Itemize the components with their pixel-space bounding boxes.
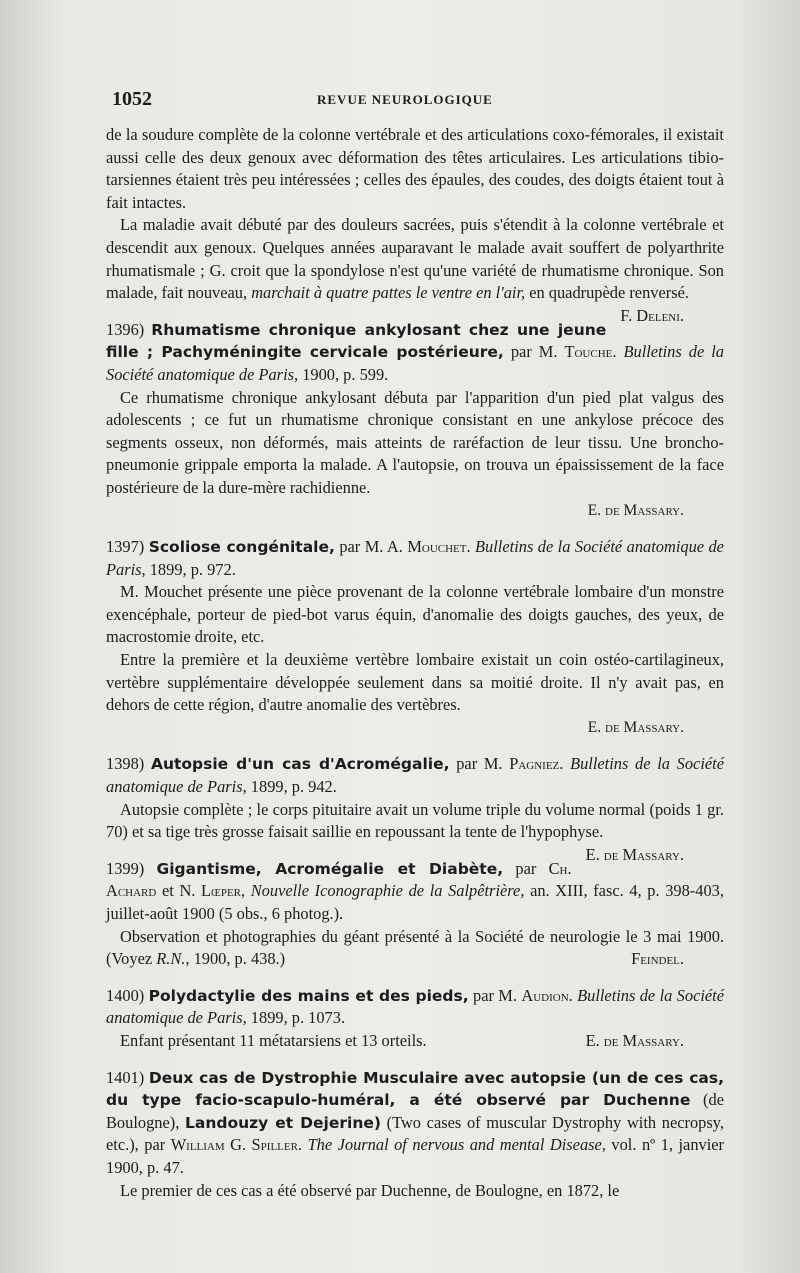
entry-heading xyxy=(106,1067,724,1180)
author-prefix: par xyxy=(515,858,537,878)
page-number: 1052 xyxy=(112,88,152,110)
entry-text-body: Observation et photographies du géant présenté à la Société de neurologie le 3 mai 1900. (Voyez xyxy=(106,926,724,969)
entry-number: 1396) xyxy=(106,319,145,339)
author: Pagniez. xyxy=(509,754,564,774)
author: Mouchet. xyxy=(407,537,471,557)
author-2: Lœper, xyxy=(201,881,246,901)
source-details: an. XIII, fasc. 4, p. 398-403, juillet-août 1900 (5 obs., 6 photog.). xyxy=(106,881,724,923)
entry-number: 1399) xyxy=(106,858,145,878)
signature: F. Deleni. xyxy=(620,305,684,325)
entry-heading xyxy=(106,985,724,1030)
intro-text: La maladie avait débuté par des douleurs sacrées, puis s'étendit à la colonne vertébrale et descendit aux genoux. Quelques années auparavant le malade avait souffert de polyarthrite rhumatismale ; G. croit que la spondylose n'est qu'une variété de rhumatisme chronique. Son malade, fait nouveau, xyxy=(106,215,724,303)
entry-text: Le premier de ces cas a été observé par Duchenne, de Boulogne, en 1872, le xyxy=(120,1180,620,1200)
entry-number: 1397) xyxy=(106,537,145,557)
entry-text-tail: , 1900, p. 438.) xyxy=(185,949,286,969)
source: Bulletins de la Société anatomique de Paris, xyxy=(106,754,724,797)
entry-title: Polydactylie des mains et des pieds, xyxy=(148,986,469,1005)
signature: E. de Massary. xyxy=(585,844,684,864)
entry-text-body: Enfant présentant 11 métatarsiens et 13 orteils. xyxy=(120,1030,427,1050)
page-body xyxy=(106,124,724,1202)
entry-title: Gigantisme, Acromégalie et Diabète, xyxy=(156,859,504,878)
entry-text xyxy=(106,799,724,864)
author: William G. Spiller. xyxy=(170,1135,303,1155)
entry-title: Deux cas de Dystrophie Musculaire avec autopsie (un de ces cas, du type facio-scapulo-huméral, a été observé par Duchenne xyxy=(106,1068,724,1110)
title-paren: (de Boulogne), xyxy=(106,1090,724,1132)
author: Touche. xyxy=(564,342,617,362)
source-details: 1899, p. 1073. xyxy=(250,1008,346,1028)
entry-heading xyxy=(106,858,724,926)
signature: E. de Massary. xyxy=(585,1030,684,1050)
entry-number: 1400) xyxy=(106,985,145,1005)
entry-text-body: Autopsie complète ; le corps pituitaire avait un volume triple du volume normal (poids 1 gr. 70) et sa tige très grosse faisait saillie en repoussant la tente de l'hypophyse. xyxy=(106,799,724,842)
entry-number: 1398) xyxy=(106,754,145,774)
entry-text: Ce rhumatisme chronique ankylosant débuta par l'apparition d'un pied plat valgus des adolescents ; ce fut un rhumatisme chronique consistant en une ankylose précoce des segments osseux, non déformés, mais atteints de raréfaction de leur tissu. Une broncho-pneumonie grippale emporta la malade. A l'autopsie, on trouva un épaississement de la face postérieure de la dure-mère rachidienne. xyxy=(106,387,724,497)
source: The Journal of nervous and mental Disease, xyxy=(307,1135,606,1155)
author-prefix: par M. A. xyxy=(339,537,403,557)
intro-text-end: en quadrupède renversé. xyxy=(529,283,689,303)
entry-1401 xyxy=(106,1067,724,1203)
author: Audion. xyxy=(521,985,573,1005)
source: Bulletins de la Société anatomique de Paris, xyxy=(106,537,724,579)
signature: E. de Massary. xyxy=(587,501,684,519)
intro-paragraph-1: de la soudure complète de la colonne vertébrale et des articulations coxo-fémorales, il existait aussi celle des deux genoux avec déformation des têtes articulaires. Les articulations tibio-tarsiennes étaient très peu intéressées ; celles des épaules, des coudes, des doigts étaient tout à fait intactes. xyxy=(106,125,724,212)
signature: E. de Massary. xyxy=(587,718,684,736)
entry-1396 xyxy=(106,319,724,522)
entry-heading xyxy=(106,319,724,387)
entry-1397 xyxy=(106,536,724,739)
entry-1398 xyxy=(106,753,724,864)
intro-paragraph-2 xyxy=(106,214,724,325)
signature: Feindel. xyxy=(631,949,684,969)
entry-title: Rhumatisme chronique ankylosant chez une jeune fille ; Pachyméningite cervicale postérieure, xyxy=(106,320,607,362)
entry-1400 xyxy=(106,985,724,1053)
entry-text: Entre la première et la deuxième vertèbre lombaire existait un coin ostéo-cartilagineux, vertèbre supplémentaire développée seulement dans sa moitié droite. Il n'y avait pas, en dehors de cette région, d'autre anomalie des vertèbres. xyxy=(106,650,724,715)
author-prefix: par M. xyxy=(456,754,503,774)
entry-title-end: Landouzy et Dejerine) xyxy=(184,1113,381,1132)
entry-title: Scoliose congénitale, xyxy=(148,538,335,557)
entry-title: Autopsie d'un cas d'Acromégalie, xyxy=(150,755,450,774)
source: Bulletins de la Société anatomique de Paris, xyxy=(106,342,724,384)
entry-text: M. Mouchet présente une pièce provenant de la colonne vertébrale lombaire d'un monstre exencéphale, porteur de pied-bot varus équin, d'anomalie des doigts gauches, des yeux, de macrostomie droite, etc. xyxy=(106,582,724,647)
source: Nouvelle Iconographie de la Salpêtrière, xyxy=(250,881,525,901)
translation: (Two cases of muscular Dystrophy with necropsy, etc.), par xyxy=(106,1112,724,1155)
source: Bulletins de la Société anatomique de Paris, xyxy=(106,985,725,1028)
author-prefix: par M. xyxy=(510,342,558,362)
running-title: REVUE NEUROLOGIQUE xyxy=(317,92,493,107)
reference: R.N. xyxy=(156,949,186,969)
entry-1399 xyxy=(106,858,724,971)
source-details: 1899, p. 972. xyxy=(149,559,236,579)
author: Ch. Achard xyxy=(106,858,572,901)
entry-heading xyxy=(106,753,724,798)
source-details: 1899, p. 942. xyxy=(250,777,337,797)
entry-heading xyxy=(106,536,724,581)
source-details: vol. nº 1, janvier 1900, p. 47. xyxy=(106,1135,724,1177)
entry-text xyxy=(106,926,724,971)
entry-text xyxy=(106,1030,724,1053)
source-details: 1900, p. 599. xyxy=(302,364,389,384)
entry-number: 1401) xyxy=(106,1067,145,1087)
author-join: et N. xyxy=(161,881,196,901)
author-prefix: par M. xyxy=(473,985,517,1005)
intro-italic: marchait à quatre pattes le ventre en l'air, xyxy=(251,283,526,303)
